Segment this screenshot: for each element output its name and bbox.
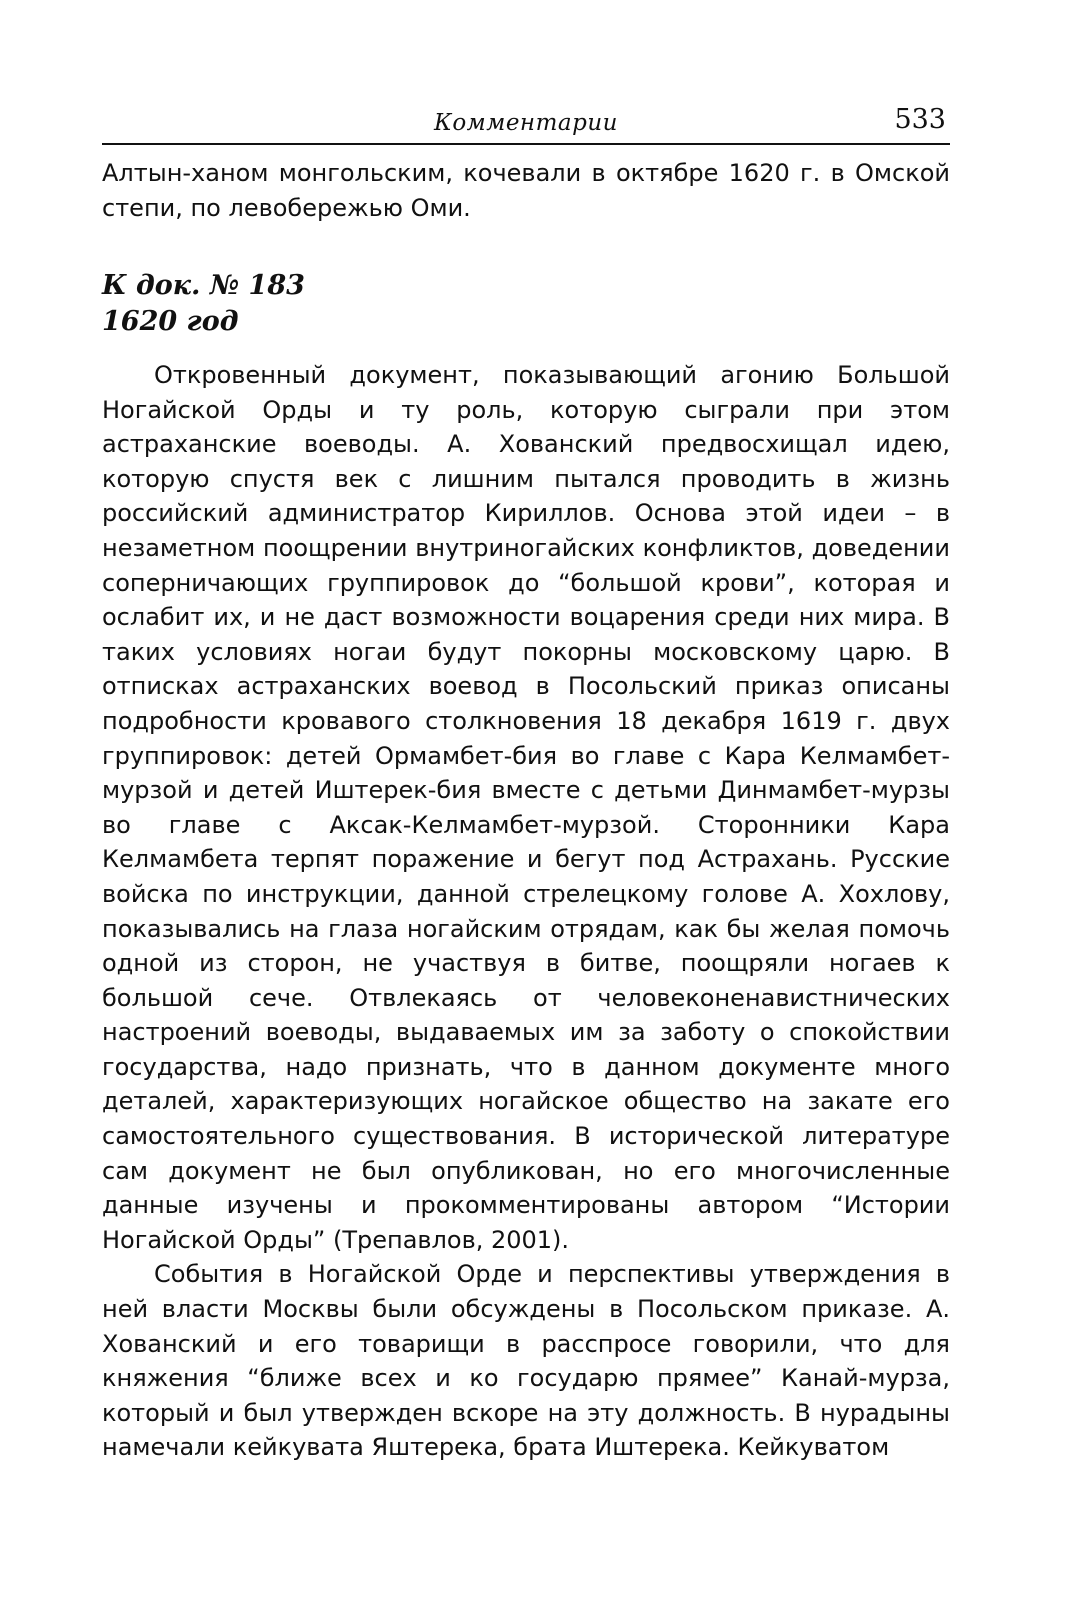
page-number: 533 — [894, 104, 946, 135]
intro-text: Алтын-ханом монгольским, кочевали в октябре 1620 г. в Омской степи, по левобережью Оми. — [102, 159, 950, 222]
header-rule — [102, 143, 950, 145]
year-heading: 1620 год — [102, 306, 239, 337]
intro-paragraph — [102, 156, 950, 225]
paragraph: События в Ногайской Орде и перспективы утверждения в ней власти Москвы были обсуждены в Посольском приказе. А. Хованский и его товарищи в расспросе говорили, что для княжения “ближе всех и ко государю прямее” Канай-мурза, который и был утвержден вскоре на эту должность. В нурадыны намечали кейкувата Яштерека, брата Иштерека. Кейкуватом — [102, 1260, 950, 1462]
doc-ref-heading: К док. № 183 — [102, 270, 305, 301]
document-heading — [102, 268, 305, 340]
running-title: Комментарии — [434, 110, 618, 136]
running-head — [102, 104, 950, 144]
commentary-body — [102, 358, 950, 1465]
paragraph: Откровенный документ, показывающий агонию Большой Ногайской Орды и ту роль, которую сыграли при этом астраханские воеводы. А. Хованский предвосхищал идею, которую спустя век с лишним пытался проводить в жизнь российский администратор Кириллов. Основа этой идеи – в незаметном поощрении внутриногайских конфликтов, доведении соперничающих группировок до “большой крови”, которая и ослабит их, и не даст возможности воцарения среди них мира. В таких условиях ногаи будут покорны московскому царю. В отписках астраханских воевод в Посольский приказ описаны подробности кровавого столкновения 18 декабря 1619 г. двух группировок: детей Ормамбет-бия во главе с Кара Келмамбет-мурзой и детей Иштерек-бия вместе с детьми Динмамбет-мурзы во главе с Аксак-Келмамбет-мурзой. Сторонники Кара Келмамбета терпят поражение и бегут под Астрахань. Русские войска по инструкции, данной стрелецкому голове А. Хохлову, показывались на глаза ногайским отрядам, как бы желая помочь одной из сторон, не участвуя в битве, поощряли ногаев к большой сече. Отвлекаясь от человеконенавистнических настроений воеводы, выдаваемых им за заботу о спокойствии государства, надо признать, что в данном документе много деталей, характеризующих ногайское общество на закате его самостоятельного существования. В исторической литературе сам документ не был опубликован, но его многочисленные данные изучены и прокомментированы автором “Истории Ногайской Орды” (Трепавлов, 2001). — [102, 361, 950, 1254]
